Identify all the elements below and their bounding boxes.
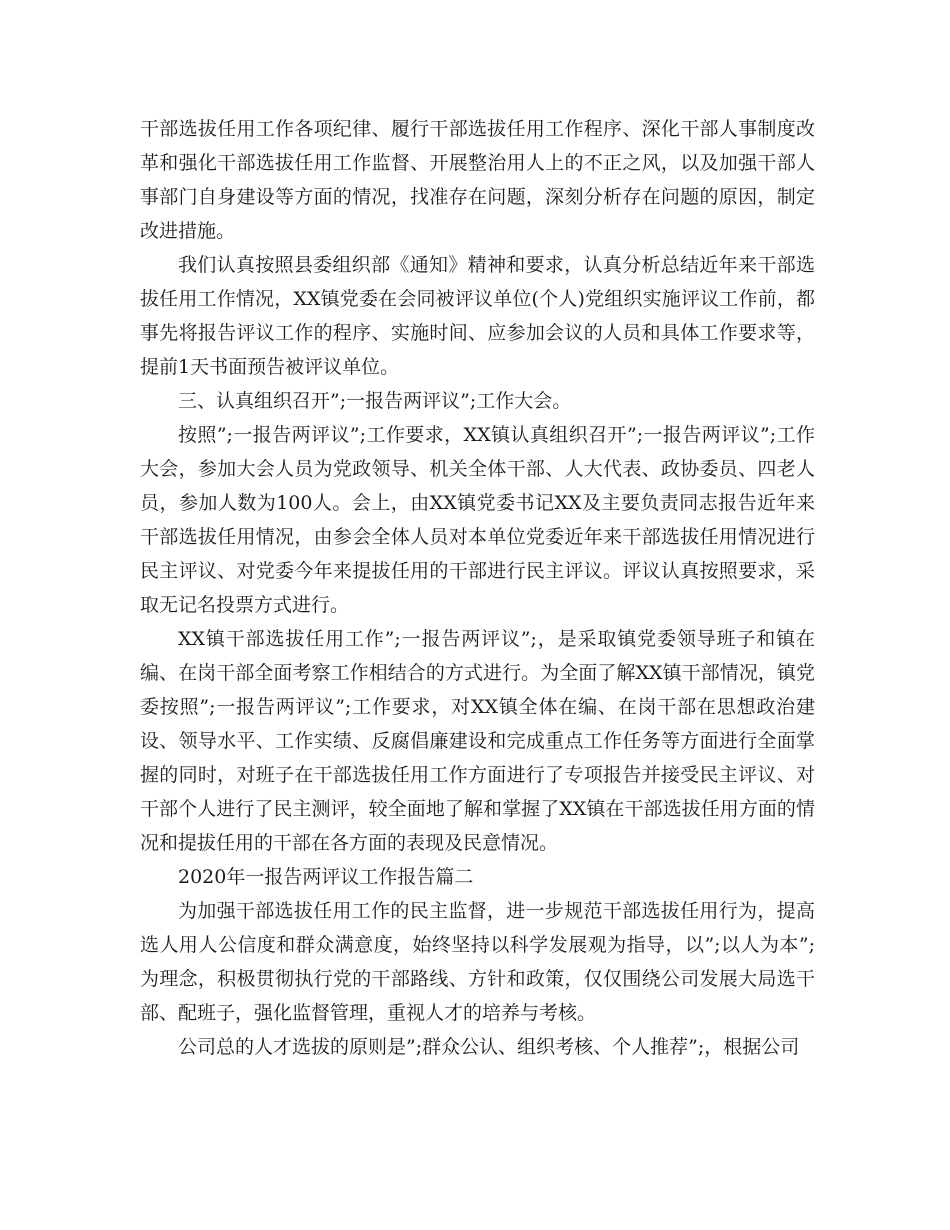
paragraph-notice-preparation: 我们认真按照县委组织部《通知》精神和要求，认真分析总结近年来干部选拔任用工作情况，XX镇党委在会同被评议单位(个人)党组织实施评议工作前，都事先将报告评议工作的程序、实施时间、应参加会议的人员和具体工作要求等，提前1天书面预告被评议单位。	[140, 254, 815, 378]
paragraph-continuation: 干部选拔任用工作各项纪律、履行干部选拔任用工作程序、深化干部人事制度改革和强化干部选拔任用工作监督、开展整治用人上的不正之风，以及加强干部人事部门自身建设等方面的情况，找准存在问题，深刻分析存在问题的原因，制定改进措施。	[140, 118, 815, 242]
paragraph-evaluation: XX镇干部选拔任用工作”;一报告两评议”;，是采取镇党委领导班子和镇在编、在岗干部全面考察工作相结合的方式进行。为全面了解XX镇干部情况，镇党委按照”;一报告两评议”;工作要求，对XX镇全体在编、在岗干部在思想政治建设、领导水平、工作实绩、反腐倡廉建设和完成重点工作任务等方面进行全面掌握的同时，对班子在干部选拔任用工作方面进行了专项报告并接受民主评议、对干部个人进行了民主测评，较全面地了解和掌握了XX镇在干部选拔任用方面的情况和提拔任用的干部在各方面的表现及民意情况。	[140, 628, 815, 854]
article-subtitle: 2020年一报告两评议工作报告篇二	[178, 866, 474, 888]
paragraph-selection-principle: 公司总的人才选拔的原则是”;群众公认、组织考核、个人推荐”;，根据公司	[178, 1036, 800, 1058]
paragraph-conference: 按照”;一报告两评议”;工作要求，XX镇认真组织召开”;一报告两评议”;工作大会，参加大会人员为党政领导、机关全体干部、人大代表、政协委员、四老人员，参加人数为100人。会上，由XX镇党委书记XX及主要负责同志报告近年来干部选拔任用情况，由参会全体人员对本单位党委近年来干部选拔任用情况进行民主评议、对党委今年来提拔任用的干部进行民主评议。评议认真按照要求，采取无记名投票方式进行。	[140, 424, 815, 616]
section-heading-three: 三、认真组织召开”;一报告两评议”;工作大会。	[178, 390, 572, 412]
document-body	[140, 112, 815, 1064]
paragraph-supervision: 为加强干部选拔任用工作的民主监督，进一步规范干部选拔任用行为，提高选人用人公信度和群众满意度，始终坚持以科学发展观为指导，以”;以人为本”;为理念，积极贯彻执行党的干部路线、方针和政策，仅仅围绕公司发展大局选干部、配班子，强化监督管理，重视人才的培养与考核。	[140, 900, 815, 1024]
